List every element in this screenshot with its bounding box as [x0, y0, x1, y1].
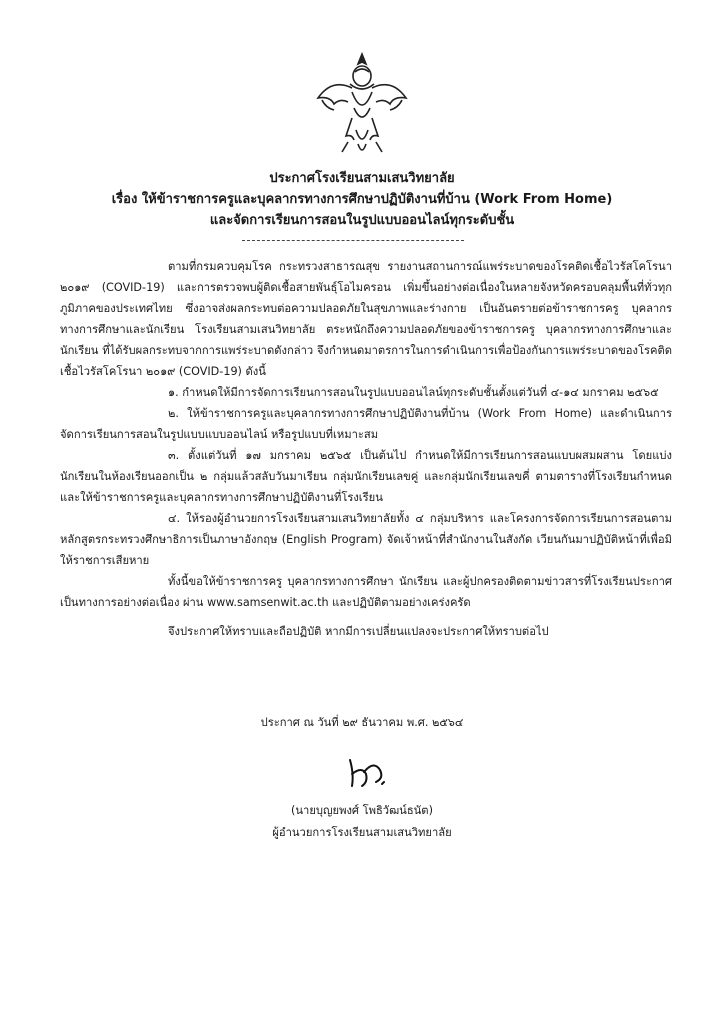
measure-item-3: ๓. ตั้งแต่วันที่ ๑๗ มกราคม ๒๕๖๕ เป็นต้นไป กำหนดให้มีการเรียนการสอนแบบผสมผสาน โดยแบ่งนักเรียนในห้องเรียนออกเป็น ๒ กลุ่มแล้วสลับวันมาเรียน กลุ่มนักเรียนเลขคู่ และกลุ่มนักเรียนเลขคี่ ตามตารางที่โรงเรียนกำหนด และให้ข้าราชการครูและบุคลากรทางการศึกษาปฏิบัติงานที่โรงเรียน: [60, 449, 672, 504]
notice-paragraph: ทั้งนี้ขอให้ข้าราชการครู บุคลากรทางการศึกษา นักเรียน และผู้ปกครองติดตามข่าวสารที่โรงเรียนประกาศเป็นทางการอย่างต่อเนื่อง ผ่าน www.samsenwit.ac.th และปฏิบัติตามอย่างเคร่งครัด: [60, 575, 672, 609]
closing-paragraph: จึงประกาศให้ทราบและถือปฏิบัติ หากมีการเปลี่ยนแปลงจะประกาศให้ทราบต่อไป: [168, 625, 549, 638]
garuda-emblem-icon: [312, 48, 412, 158]
intro-paragraph: ตามที่กรมควบคุมโรค กระทรวงสาธารณสุข รายงานสถานการณ์แพร่ระบาดของโรคติดเชื้อไวรัสโคโรนา ๒๐๑๙ (COVID-19) และการตรวจพบผู้ติดเชื้อสายพันธุ์โอไมครอน เพิ่มขึ้นอย่างต่อเนื่องในหลายจังหวัดครอบคลุมพื้นที่ทั่วทุกภูมิภาคของประเทศไทย ซึ่งอาจส่งผลกระทบต่อความปลอดภัยในสุขภาพและร่างกาย เป็นอันตรายต่อข้าราชการครู บุคลากรทางการศึกษาและนักเรียน โรงเรียนสามเสนวิทยาลัย ตระหนักถึงความปลอดภัยของข้าราชการครู บุคลากรทางการศึกษาและนักเรียน ที่ได้รับผลกระทบจากการแพร่ระบาดดังกล่าว จึงกำหนดมาตรการในการดำเนินการเพื่อป้องกันการแพร่ระบาดของโรคติดเชื้อไวรัสโคโรนา ๒๐๑๙ (COVID-19) ดังนี้: [60, 260, 672, 378]
announcement-date: ประกาศ ณ วันที่ ๒๙ ธันวาคม พ.ศ. ๒๕๖๔: [260, 716, 464, 729]
announcement-subject-continued: และจัดการเรียนการสอนในรูปแบบออนไลน์ทุกระดับชั้น: [209, 213, 515, 228]
signer-name: (นายบุญยพงศ์ โพธิวัฒน์ธนัต): [291, 804, 433, 817]
signature-icon: [340, 752, 400, 792]
measure-item-1: ๑. กำหนดให้มีการจัดการเรียนการสอนในรูปแบบออนไลน์ทุกระดับชั้นตั้งแต่วันที่ ๔-๑๔ มกราคม ๒๕๖๕: [168, 386, 659, 399]
announcement-body: [60, 256, 672, 642]
header-divider: [242, 240, 464, 241]
measure-item-2: ๒. ให้ข้าราชการครูและบุคลากรทางการศึกษาปฏิบัติงานที่บ้าน (Work From Home) และดำเนินการจัดการเรียนการสอนในรูปแบบแบบออนไลน์ หรือรูปแบบที่เหมาะสม: [60, 407, 672, 441]
announcement-header: [60, 168, 664, 231]
announcement-title: ประกาศโรงเรียนสามเสนวิทยาลัย: [269, 171, 455, 186]
signer-title: ผู้อำนวยการโรงเรียนสามเสนวิทยาลัย: [272, 826, 452, 839]
announcement-subject: เรื่อง ให้ข้าราชการครูและบุคลากรทางการศึกษาปฏิบัติงานที่บ้าน (Work From Home): [111, 192, 613, 207]
measure-item-4: ๔. ให้รองผู้อำนวยการโรงเรียนสามเสนวิทยาลัยทั้ง ๔ กลุ่มบริหาร และโครงการจัดการเรียนการสอนตามหลักสูตรกระทรวงศึกษาธิการเป็นภาษาอังกฤษ (English Program) จัดเจ้าหน้าที่สำนักงานในสังกัด เวียนกันมาปฏิบัติหน้าที่เพื่อมิให้ราชการเสียหาย: [60, 512, 672, 567]
